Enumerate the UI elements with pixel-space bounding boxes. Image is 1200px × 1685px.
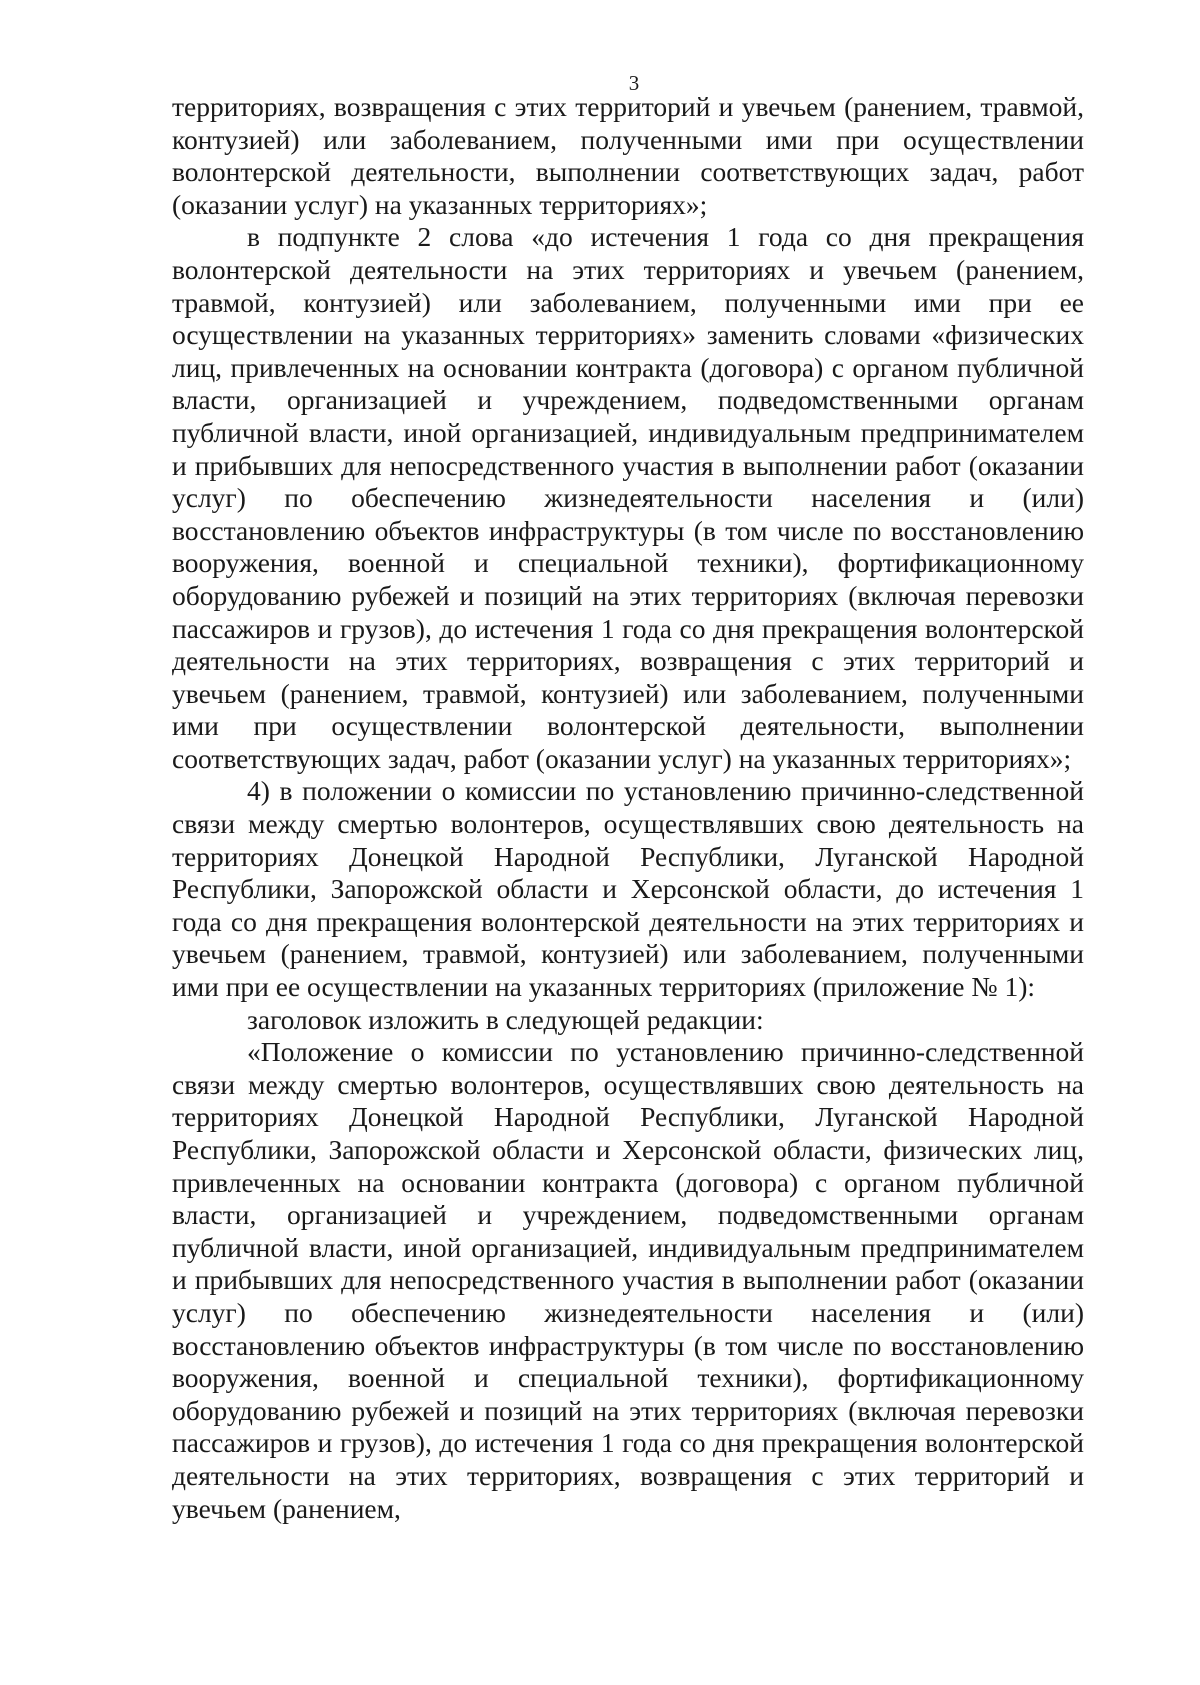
paragraph-continuation: территориях, возвращения с этих территорий и увечьем (ранением, травмой, контузией) или заболеванием, полученными ими при осуществлении волонтерской деятельности, выполнении соответствующих задач, работ (оказании услуг) на указанных территориях»; [172,91,1084,220]
paragraph-subpoint-2-amendment: в подпункте 2 слова «до истечения 1 года со дня прекращения волонтерской деятельности на этих территориях и увечьем (ранением, травмой, контузией) или заболеванием, полученными ими при ее осуществлении на указанных территориях» заменить словами «физических лиц, привлеченных на основании контракта (договора) с органом публичной власти, организацией и учреждением, подведомственными органам публичной власти, иной организацией, индивидуальным предпринимателем и прибывших для непосредственного участия в выполнении работ (оказании услуг) по обеспечению жизнедеятельности населения и (или) восстановлению объектов инфраструктуры (в том числе по восстановлению вооружения, военной и специальной техники), фортификационному оборудованию рубежей и позиций на этих территориях (включая перевозки пассажиров и грузов), до истечения 1 года со дня прекращения волонтерской деятельности на этих территориях, возвращения с этих территорий и увечьем (ранением, травмой, контузией) или заболеванием, полученными ими при осуществлении волонтерской деятельности, выполнении соответствующих задач, работ (оказании услуг) на указанных территориях»; [172,221,1084,774]
paragraph-item-4: 4) в положении о комиссии по установлению причинно-следственной связи между смертью волонтеров, осуществлявших свою деятельность на территориях Донецкой Народной Республики, Луганской Народной Республики, Запорожской области и Херсонской области, до истечения 1 года со дня прекращения волонтерской деятельности на этих территориях и увечьем (ранением, травмой, контузией) или заболеванием, полученными ими при ее осуществлении на указанных территориях (приложение № 1): [172,775,1084,1003]
paragraph-new-heading-text: «Положение о комиссии по установлению причинно-следственной связи между смертью волонтеров, осуществлявших свою деятельность на территориях Донецкой Народной Республики, Луганской Народной Республики, Запорожской области и Херсонской области, физических лиц, привлеченных на основании контракта (договора) с органом публичной власти, организацией и учреждением, подведомственными органам публичной власти, иной организацией, индивидуальным предпринимателем и прибывших для непосредственного участия в выполнении работ (оказании услуг) по обеспечению жизнедеятельности населения и (или) восстановлению объектов инфраструктуры (в том числе по восстановлению вооружения, военной и специальной техники), фортификационному оборудованию рубежей и позиций на этих территориях (включая перевозки пассажиров и грузов), до истечения 1 года со дня прекращения волонтерской деятельности на этих территориях, возвращения с этих территорий и увечьем (ранением, [172,1036,1084,1524]
page-number: 3 [628,71,640,95]
paragraph-heading-instruction: заголовок изложить в следующей редакции: [247,1003,764,1035]
document-body [172,91,1084,1525]
